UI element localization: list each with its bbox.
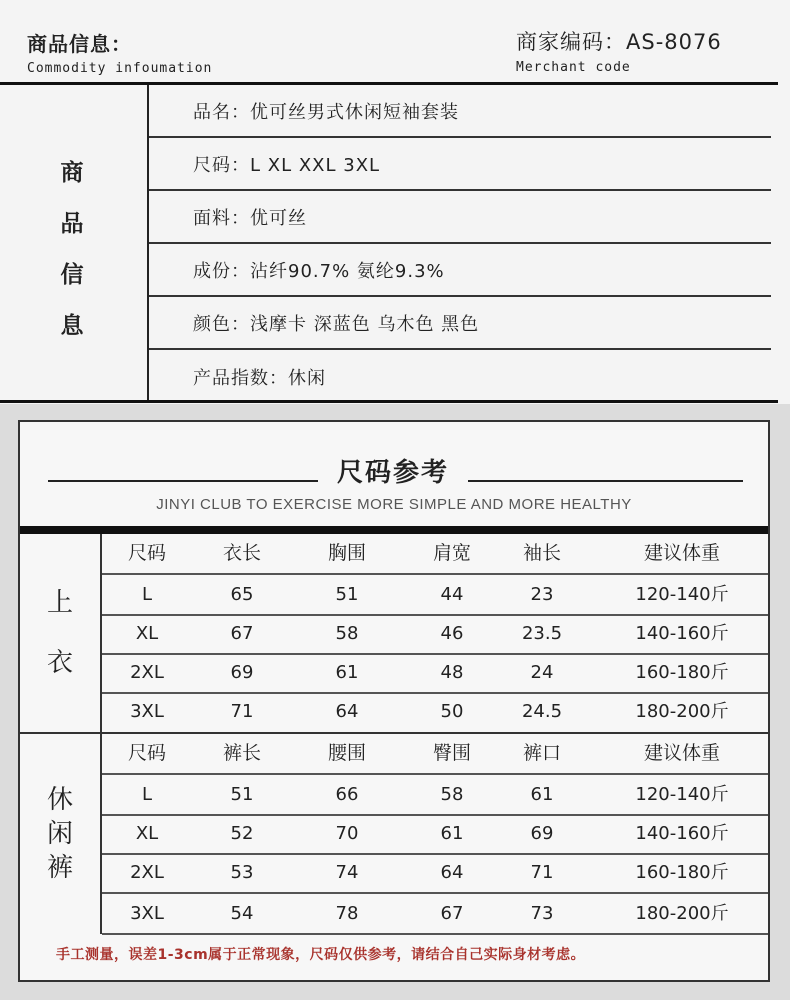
table-cell: 50 xyxy=(440,701,464,722)
table-row xyxy=(102,692,768,731)
table-row xyxy=(102,894,768,935)
size-chart-card xyxy=(18,420,770,982)
table-header: 裤长 xyxy=(222,742,261,764)
table-header: 尺码 xyxy=(127,742,166,764)
info-bottom-rule xyxy=(0,400,778,403)
table-cell: 67 xyxy=(440,903,464,924)
table-cell: 74 xyxy=(335,862,359,883)
table-header: 肩宽 xyxy=(432,542,471,564)
table-header: 建议体重 xyxy=(643,542,720,564)
product-info-header xyxy=(27,28,212,76)
info-row-fabric: 面料：优可丝 xyxy=(149,191,771,244)
table-header: 尺码 xyxy=(127,542,166,564)
table-cell: 120-140斤 xyxy=(635,784,729,805)
table-header: 裤口 xyxy=(522,742,561,764)
size-chart-title: 尺码参考 xyxy=(336,458,449,488)
table-cell: 73 xyxy=(530,903,554,924)
info-row-name: 品名：优可丝男式休闲短袖套装 xyxy=(149,85,771,138)
table-cell: 44 xyxy=(440,584,464,605)
table-cell: L xyxy=(141,584,153,605)
table-cell: 140-160斤 xyxy=(635,623,729,644)
table-cell: 71 xyxy=(530,862,554,883)
table-cell: 48 xyxy=(440,662,464,683)
table-cell: 71 xyxy=(230,701,254,722)
table-row xyxy=(102,853,768,894)
info-side-label xyxy=(40,148,104,352)
table-cell: 160-180斤 xyxy=(635,662,729,683)
pants-header-row xyxy=(102,734,768,775)
table-cell: 53 xyxy=(230,862,254,883)
table-cell: 70 xyxy=(335,823,359,844)
size-table xyxy=(20,534,768,932)
measurement-note: 手工测量，误差1-3cm属于正常现象，尺码仅供参考，请结合自己实际身材考虑。 xyxy=(56,947,586,963)
table-cell: 64 xyxy=(440,862,464,883)
merchant-code-header xyxy=(516,26,722,75)
table-cell: 54 xyxy=(230,903,254,924)
pants-section xyxy=(20,734,768,934)
pants-side-char: 裤 xyxy=(46,853,73,883)
info-side-char: 商 xyxy=(60,160,84,186)
table-cell: 180-200斤 xyxy=(635,701,729,722)
table-row xyxy=(102,775,768,816)
table-cell: 64 xyxy=(335,701,359,722)
info-row-size: 尺码：L XL XXL 3XL xyxy=(149,138,771,191)
size-chart-subtitle: JINYI CLUB TO EXERCISE MORE SIMPLE AND MORE HEALTHY xyxy=(156,496,632,513)
table-cell: 61 xyxy=(335,662,359,683)
table-cell: 58 xyxy=(440,784,464,805)
table-cell: 51 xyxy=(335,584,359,605)
table-cell: 52 xyxy=(230,823,254,844)
table-cell: 24 xyxy=(530,662,554,683)
table-cell: 160-180斤 xyxy=(635,862,729,883)
table-cell: XL xyxy=(135,623,159,644)
top-header-row xyxy=(102,534,768,575)
table-cell: 61 xyxy=(440,823,464,844)
table-cell: 120-140斤 xyxy=(635,584,729,605)
pants-side-char: 闲 xyxy=(46,819,73,849)
table-cell: 180-200斤 xyxy=(635,903,729,924)
table-header: 衣长 xyxy=(222,542,261,564)
merchant-code-subtitle: Merchant code xyxy=(516,60,631,75)
table-cell: 2XL xyxy=(130,662,164,683)
top-section-label xyxy=(20,534,100,732)
table-cell: 58 xyxy=(335,623,359,644)
info-rows xyxy=(149,85,771,404)
table-cell: 23 xyxy=(530,584,554,605)
title-rule-left xyxy=(48,480,318,482)
info-row-colors: 颜色：浅摩卡 深蓝色 乌木色 黑色 xyxy=(149,297,771,350)
info-row-style: 产品指数：休闲 xyxy=(193,368,326,389)
table-cell: 46 xyxy=(440,623,464,644)
table-cell: 24.5 xyxy=(521,701,563,722)
table-header: 建议体重 xyxy=(643,742,720,764)
table-cell: 61 xyxy=(530,784,554,805)
table-cell: 67 xyxy=(230,623,254,644)
product-info-title: 商品信息： xyxy=(27,32,132,56)
table-row xyxy=(102,575,768,616)
table-row xyxy=(102,653,768,694)
table-cell: 2XL xyxy=(130,862,164,883)
title-rule-right xyxy=(468,480,743,482)
table-cell: 3XL xyxy=(130,903,164,924)
table-cell: 140-160斤 xyxy=(635,823,729,844)
table-header: 腰围 xyxy=(327,742,366,764)
table-header: 胸围 xyxy=(327,542,366,564)
table-cell: 69 xyxy=(530,823,554,844)
table-cell: L xyxy=(141,784,153,805)
pants-section-label xyxy=(20,734,100,934)
top-section xyxy=(20,534,768,732)
info-side-char: 品 xyxy=(60,211,84,237)
table-cell: 66 xyxy=(335,784,359,805)
table-header: 臀围 xyxy=(432,742,471,764)
table-cell: 65 xyxy=(230,584,254,605)
table-cell: XL xyxy=(135,823,159,844)
info-side-char: 信 xyxy=(60,262,84,288)
product-info-subtitle: Commodity infoumation xyxy=(27,61,213,76)
size-chart-thick-rule xyxy=(20,526,768,534)
pants-side-char: 休 xyxy=(46,785,73,815)
table-row xyxy=(102,614,768,655)
size-chart-title-bar xyxy=(20,452,768,492)
table-cell: 3XL xyxy=(130,701,164,722)
table-cell: 78 xyxy=(335,903,359,924)
merchant-code-title: 商家编码：AS-8076 xyxy=(516,30,722,54)
table-cell: 23.5 xyxy=(521,623,563,644)
table-cell: 69 xyxy=(230,662,254,683)
table-cell: 51 xyxy=(230,784,254,805)
info-row-composition: 成份：沾纤90.7% 氨纶9.3% xyxy=(149,244,771,297)
top-side-char: 上 xyxy=(46,588,73,618)
top-side-char: 衣 xyxy=(46,648,73,678)
table-header: 袖长 xyxy=(522,542,561,564)
product-info-card xyxy=(0,0,790,404)
info-side-char: 息 xyxy=(60,313,84,339)
table-row xyxy=(102,814,768,855)
